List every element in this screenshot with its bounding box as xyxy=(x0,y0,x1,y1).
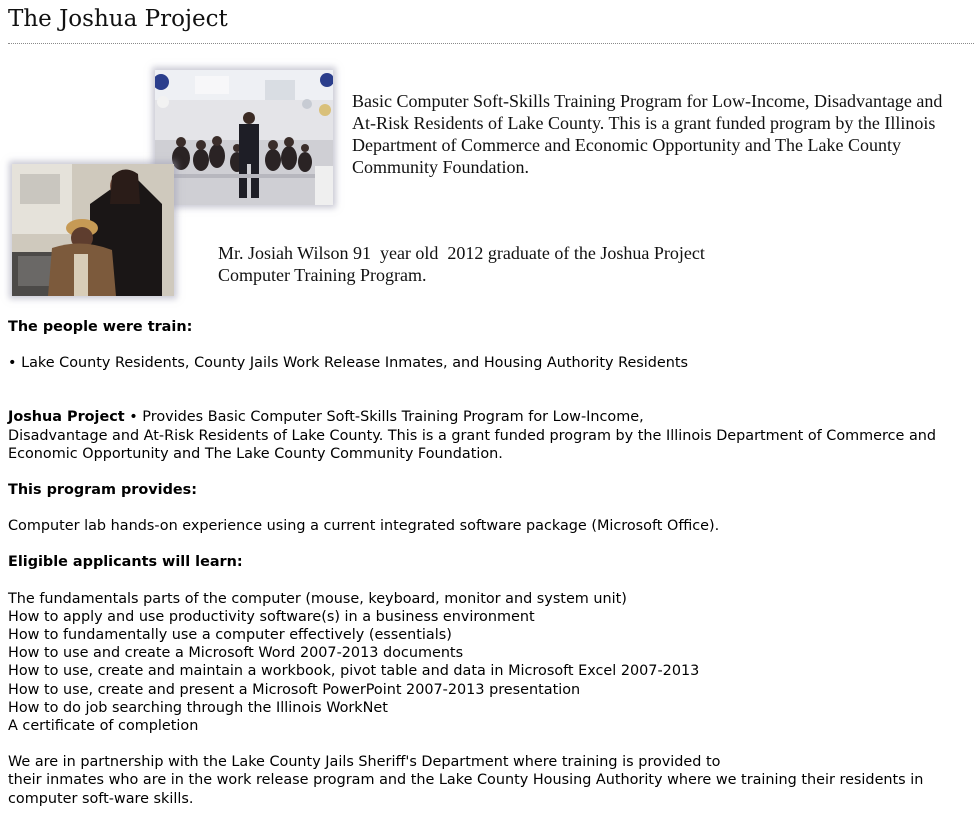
graduate-caption-line-1: Mr. Josiah Wilson 91 year old 2012 graduate of the Joshua Project xyxy=(218,243,705,263)
provides-heading: This program provides: xyxy=(8,482,197,499)
partnership-rest: their inmates who are in the work release program and the Lake County Housing Authority where we training their residents in computer soft-ware skills. xyxy=(8,772,924,807)
spacer xyxy=(8,735,970,753)
spacer xyxy=(8,535,970,553)
learn-heading: Eligible applicants will learn: xyxy=(8,554,243,571)
main-content xyxy=(8,318,970,808)
joshua-text-rest: Disadvantage and At-Risk Residents of Lake County. This is a grant funded program by the Illinois Department of Commerce and Economic Opportunity and The Lake County Community Foundation. xyxy=(8,427,937,462)
spacer xyxy=(8,463,970,481)
learn-item: How to do job searching through the Illinois WorkNet xyxy=(8,699,388,716)
learn-item: How to use, create and present a Microsoft PowerPoint 2007-2013 presentation xyxy=(8,681,581,698)
graduate-caption-line-2: Computer Training Program. xyxy=(218,265,427,285)
learn-item: A certificate of completion xyxy=(8,718,199,735)
graduate-photo-art xyxy=(12,164,174,296)
title-divider xyxy=(8,43,974,44)
joshua-text-line-1: • Provides Basic Computer Soft-Skills Training Program for Low-Income, xyxy=(124,409,644,426)
learn-list xyxy=(8,590,970,736)
learn-item: How to apply and use productivity software(s) in a business environment xyxy=(8,608,535,625)
learn-item: The fundamentals parts of the computer (mouse, keyboard, monitor and system unit) xyxy=(8,590,627,607)
spacer xyxy=(8,499,970,517)
graduate-caption xyxy=(218,242,778,286)
partnership-line-1: We are in partnership with the Lake County Jails Sheriff's Department where training is provided to xyxy=(8,754,721,771)
people-heading: The people were train: xyxy=(8,319,193,335)
learn-item: How to use and create a Microsoft Word 2007-2013 documents xyxy=(8,645,464,662)
spacer xyxy=(8,336,970,354)
classroom-photo xyxy=(155,70,333,205)
hero-collage xyxy=(0,60,976,310)
graduate-photo xyxy=(12,164,174,296)
spacer xyxy=(8,372,970,408)
program-caption: Basic Computer Soft-Skills Training Program for Low-Income, Disadvantage and At-Risk Residents of Lake County. This is a grant funded program by the Illinois Department of Commerce and Economic Opportunity and The Lake County Community Foundation. xyxy=(352,91,943,177)
joshua-paragraph xyxy=(8,408,970,463)
provides-text: Computer lab hands-on experience using a current integrated software package (Microsoft Office). xyxy=(8,518,720,535)
classroom-photo-art xyxy=(155,70,333,205)
learn-item: How to use, create and maintain a workbook, pivot table and data in Microsoft Excel 2007-2013 xyxy=(8,663,700,680)
partnership-paragraph xyxy=(8,753,970,808)
spacer xyxy=(8,572,970,590)
people-item: • Lake County Residents, County Jails Work Release Inmates, and Housing Authority Residents xyxy=(8,355,689,372)
page-title: The Joshua Project xyxy=(8,6,228,32)
joshua-label: Joshua Project xyxy=(8,409,125,426)
learn-item: How to fundamentally use a computer effectively (essentials) xyxy=(8,627,452,644)
